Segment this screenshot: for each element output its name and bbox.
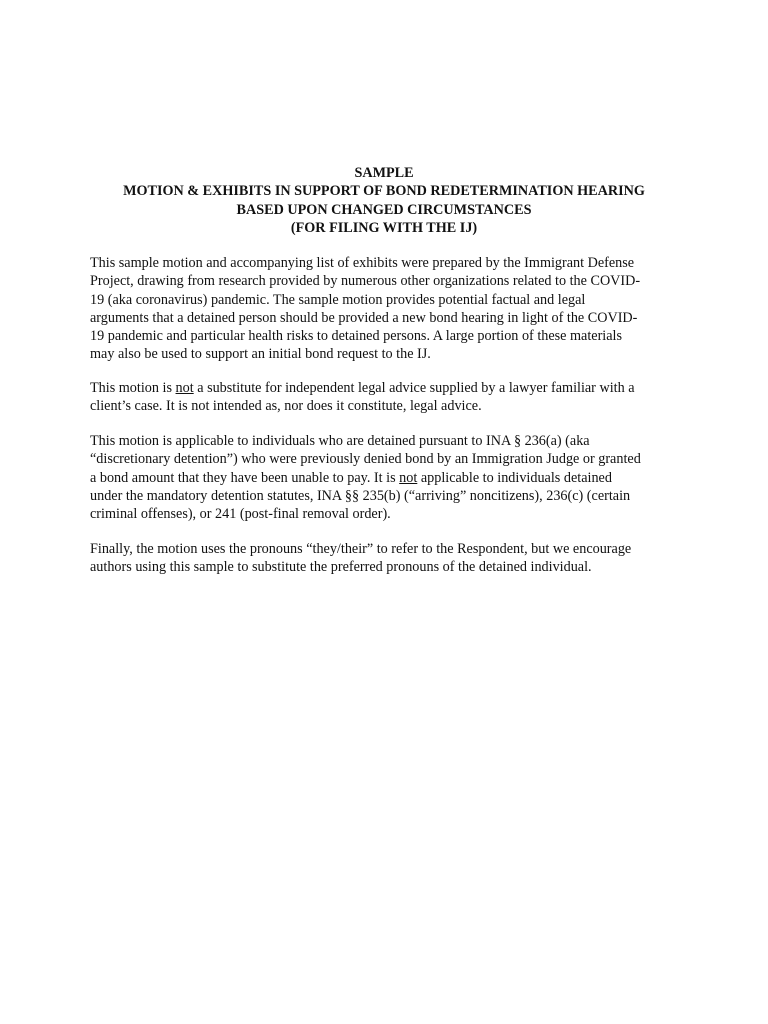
text-run: applicable to individuals detained bbox=[417, 469, 612, 486]
heading-line-changed-circumstances: BASED UPON CHANGED CIRCUMSTANCES bbox=[236, 201, 532, 218]
paragraph-line: 19 pandemic and particular health risks to detained persons. A large portion of these materials bbox=[90, 328, 623, 345]
underlined-not: not bbox=[175, 380, 194, 396]
paragraph-intro bbox=[90, 254, 690, 364]
paragraph-line bbox=[90, 469, 690, 487]
heading-line-sample: SAMPLE bbox=[354, 165, 414, 181]
paragraph-line: may also be used to support an initial bond request to the IJ. bbox=[90, 346, 431, 363]
paragraph-line: Project, drawing from research provided by numerous other organizations related to the COVID- bbox=[90, 273, 641, 290]
text-run: a substitute for independent legal advice supplied by a lawyer familiar with a bbox=[193, 380, 635, 396]
paragraph-line: under the mandatory detention statutes, INA §§ 235(b) (“arriving” noncitizens), 236(c) (certain bbox=[90, 487, 631, 504]
paragraph-pronouns bbox=[90, 540, 690, 577]
paragraph-line: arguments that a detained person should be provided a new bond hearing in light of the COVID- bbox=[90, 309, 638, 326]
text-run: This motion is bbox=[90, 380, 176, 396]
paragraph-line: This motion is applicable to individuals who are detained pursuant to INA § 236(a) (aka bbox=[90, 433, 590, 449]
paragraph-line: “discretionary detention”) who were previously denied bond by an Immigration Judge or granted bbox=[90, 451, 641, 468]
paragraph-line: criminal offenses), or 241 (post-final removal order). bbox=[90, 506, 391, 523]
paragraph-line: authors using this sample to substitute the preferred pronouns of the detained individual. bbox=[90, 559, 592, 576]
text-run: a bond amount that they have been unable to pay. It is bbox=[90, 469, 400, 486]
paragraph-line: client’s case. It is not intended as, nor does it constitute, legal advice. bbox=[90, 398, 482, 415]
paragraph-line: 19 (aka coronavirus) pandemic. The sample motion provides potential factual and legal bbox=[90, 291, 586, 308]
document-heading bbox=[90, 164, 678, 237]
paragraph-disclaimer bbox=[90, 379, 690, 416]
paragraph-line: This sample motion and accompanying list of exhibits were prepared by the Immigrant Defense bbox=[90, 255, 635, 271]
heading-line-filing: (FOR FILING WITH THE IJ) bbox=[290, 219, 478, 236]
paragraph-line bbox=[90, 379, 690, 397]
paragraph-line: Finally, the motion uses the pronouns “they/their” to refer to the Respondent, but we encourage bbox=[90, 541, 632, 557]
underlined-not: not bbox=[399, 469, 418, 486]
heading-line-motion: MOTION & EXHIBITS IN SUPPORT OF BOND REDETERMINATION HEARING bbox=[123, 183, 645, 200]
paragraph-applicability bbox=[90, 432, 690, 523]
